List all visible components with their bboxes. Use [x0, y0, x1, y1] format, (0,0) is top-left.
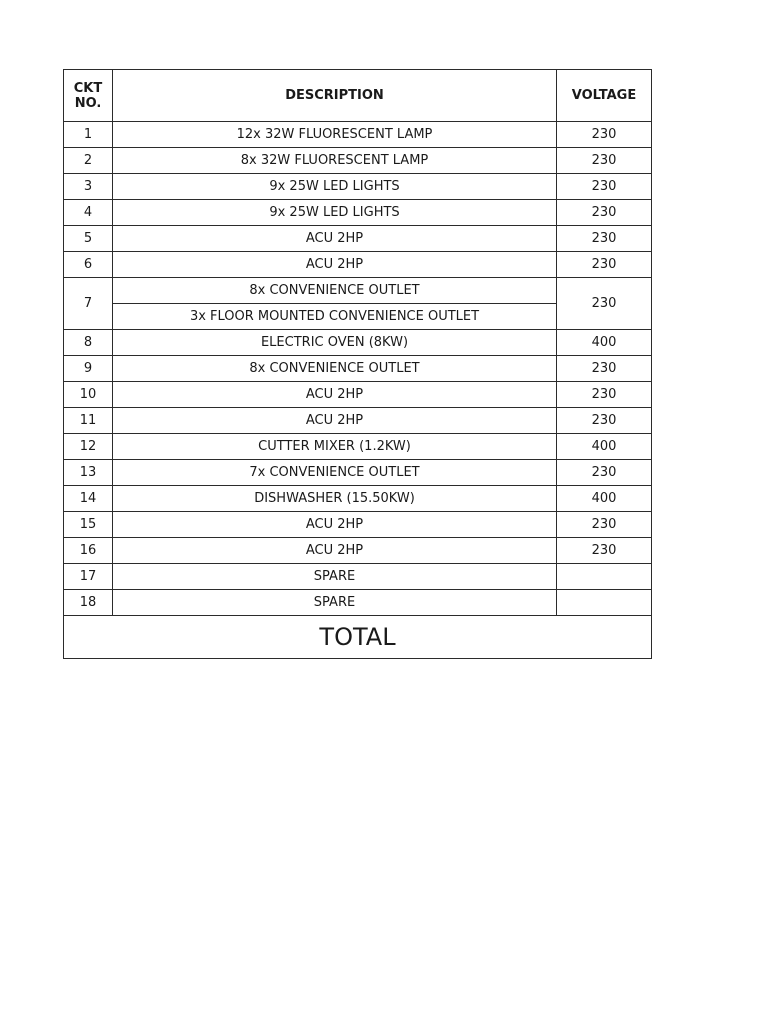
ckt-cell: 4	[64, 200, 113, 226]
description-cell: ACU 2HP	[113, 408, 557, 434]
table-row	[64, 512, 652, 538]
table-row	[64, 408, 652, 434]
voltage-cell: 230	[557, 122, 652, 148]
voltage-cell	[557, 590, 652, 616]
description-cell: SPARE	[113, 590, 557, 616]
header-voltage: VOLTAGE	[557, 70, 652, 122]
voltage-cell: 230	[557, 382, 652, 408]
ckt-cell: 6	[64, 252, 113, 278]
header-ckt-line1: CKT	[73, 80, 103, 96]
ckt-cell: 11	[64, 408, 113, 434]
table-row	[64, 356, 652, 382]
ckt-cell: 17	[64, 564, 113, 590]
table-row	[64, 278, 652, 304]
description-cell: ACU 2HP	[113, 512, 557, 538]
table-row	[64, 460, 652, 486]
voltage-cell: 400	[557, 330, 652, 356]
table-row	[64, 590, 652, 616]
table-row	[64, 382, 652, 408]
description-cell: 8x CONVENIENCE OUTLET	[113, 356, 557, 382]
ckt-cell: 2	[64, 148, 113, 174]
header-ckt-no	[64, 70, 113, 122]
ckt-cell: 3	[64, 174, 113, 200]
ckt-cell: 10	[64, 382, 113, 408]
description-cell: 3x FLOOR MOUNTED CONVENIENCE OUTLET	[113, 304, 557, 330]
description-cell: ACU 2HP	[113, 382, 557, 408]
ckt-cell: 7	[64, 278, 113, 330]
table-row	[64, 226, 652, 252]
total-row	[64, 616, 652, 659]
voltage-cell: 230	[557, 200, 652, 226]
ckt-cell: 16	[64, 538, 113, 564]
voltage-cell	[557, 564, 652, 590]
ckt-cell: 9	[64, 356, 113, 382]
voltage-cell: 230	[557, 174, 652, 200]
description-cell: ACU 2HP	[113, 538, 557, 564]
table-row	[64, 564, 652, 590]
table-row	[64, 252, 652, 278]
description-cell: 8x 32W FLUORESCENT LAMP	[113, 148, 557, 174]
header-description: DESCRIPTION	[113, 70, 557, 122]
description-cell: ACU 2HP	[113, 252, 557, 278]
ckt-cell: 18	[64, 590, 113, 616]
voltage-cell: 230	[557, 460, 652, 486]
table-row	[64, 200, 652, 226]
description-cell: ELECTRIC OVEN (8KW)	[113, 330, 557, 356]
table-row	[64, 538, 652, 564]
description-cell: 7x CONVENIENCE OUTLET	[113, 460, 557, 486]
description-cell: CUTTER MIXER (1.2KW)	[113, 434, 557, 460]
table-row	[64, 122, 652, 148]
voltage-cell: 230	[557, 356, 652, 382]
voltage-cell: 230	[557, 408, 652, 434]
voltage-cell: 400	[557, 486, 652, 512]
total-label: TOTAL	[64, 616, 652, 659]
ckt-cell: 8	[64, 330, 113, 356]
description-cell: 9x 25W LED LIGHTS	[113, 200, 557, 226]
header-row	[64, 70, 652, 122]
table-row	[64, 174, 652, 200]
description-cell: 12x 32W FLUORESCENT LAMP	[113, 122, 557, 148]
voltage-cell: 400	[557, 434, 652, 460]
ckt-cell: 5	[64, 226, 113, 252]
voltage-cell: 230	[557, 538, 652, 564]
ckt-cell: 15	[64, 512, 113, 538]
voltage-cell: 230	[557, 512, 652, 538]
description-cell: 9x 25W LED LIGHTS	[113, 174, 557, 200]
table-row	[64, 434, 652, 460]
voltage-cell: 230	[557, 148, 652, 174]
table-row	[64, 148, 652, 174]
voltage-cell: 230	[557, 278, 652, 330]
circuit-schedule-table	[63, 69, 652, 659]
description-cell: ACU 2HP	[113, 226, 557, 252]
description-cell: SPARE	[113, 564, 557, 590]
description-cell: DISHWASHER (15.50KW)	[113, 486, 557, 512]
ckt-cell: 12	[64, 434, 113, 460]
voltage-cell: 230	[557, 252, 652, 278]
voltage-cell: 230	[557, 226, 652, 252]
ckt-cell: 1	[64, 122, 113, 148]
description-cell: 8x CONVENIENCE OUTLET	[113, 278, 557, 304]
ckt-cell: 14	[64, 486, 113, 512]
header-ckt-line2: NO.	[74, 95, 102, 111]
ckt-cell: 13	[64, 460, 113, 486]
table-row	[64, 486, 652, 512]
table-row	[64, 330, 652, 356]
